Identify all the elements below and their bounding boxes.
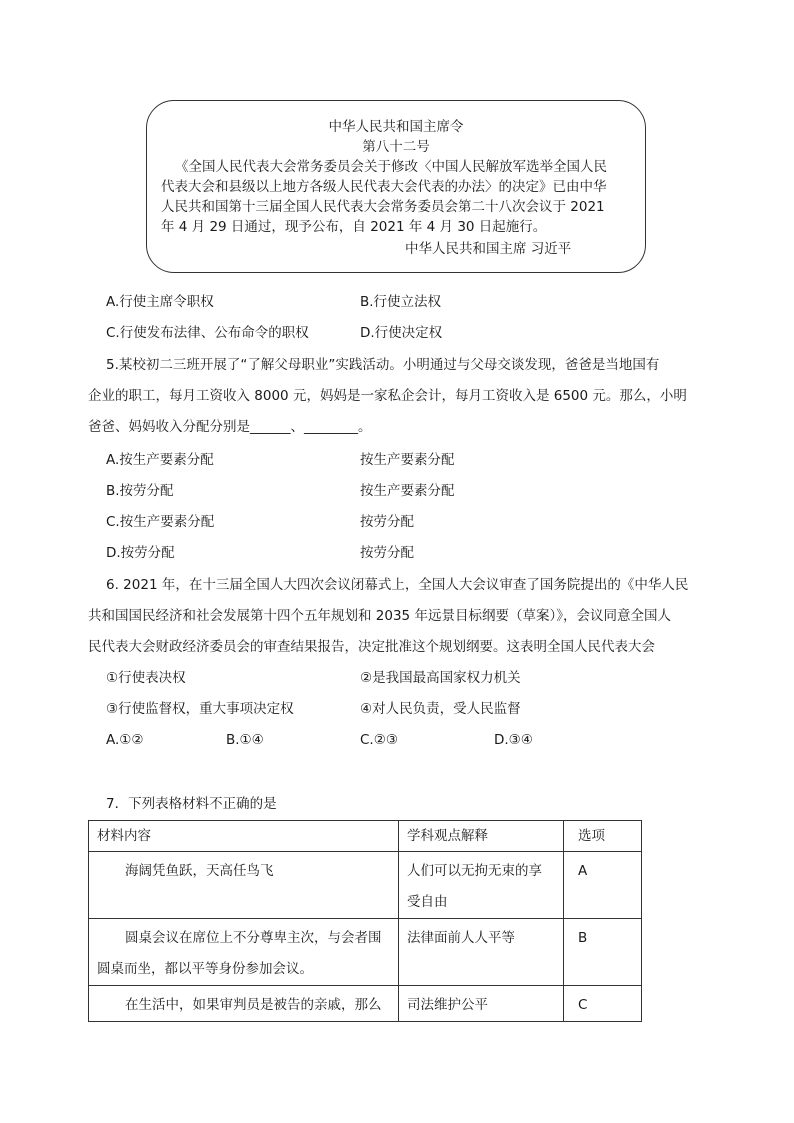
q5-option-c-left: C.按生产要素分配 — [106, 514, 215, 530]
row-material: 在生活中，如果审判员是被告的亲戚，那么 — [89, 986, 399, 1022]
table-row — [89, 919, 642, 986]
row-option: A — [564, 852, 642, 919]
q6-stem-line: 民代表大会财政经济委员会的审查结果报告，决定批准这个规划纲要。这表明全国人民代表大会 — [88, 639, 655, 655]
q4-option-b: B.行使立法权 — [360, 294, 442, 310]
q6-option-b: B.①④ — [226, 732, 264, 748]
decree-body-line: 人民共和国第十三届全国人民代表大会常务委员会第二十八次会议于 2021 — [161, 199, 605, 215]
decree-body-line: 《全国人民代表大会常务委员会关于修改〈中国人民解放军选举全国人民 — [175, 159, 607, 175]
table-header-row — [89, 821, 642, 852]
q5-option-c-right: 按劳分配 — [360, 514, 414, 530]
header-material: 材料内容 — [89, 821, 399, 852]
q4-option-c: C.行使发布法律、公布命令的职权 — [106, 325, 309, 341]
q6-statement-4: ④对人民负责，受人民监督 — [360, 701, 521, 717]
decree-number: 第八十二号 — [362, 139, 430, 155]
header-option: 选项 — [564, 821, 642, 852]
q6-statement-3: ③行使监督权，重大事项决定权 — [106, 701, 294, 717]
q7-table — [88, 820, 642, 1022]
table-row — [89, 986, 642, 1022]
q5-option-a-left: A.按生产要素分配 — [106, 452, 214, 468]
row-material: 圆桌会议在席位上不分尊卑主次，与会者围圆桌而坐，都以平等身份参加会议。 — [89, 919, 399, 986]
q5-stem-line: 企业的职工，每月工资收入 8000 元，妈妈是一家私企会计，每月工资收入是 6500 元。那么，小明 — [88, 388, 687, 404]
row-view: 人们可以无拘无束的享受自由 — [399, 852, 564, 919]
q6-option-d: D.③④ — [494, 732, 533, 748]
row-option: B — [564, 919, 642, 986]
q5-option-b-left: B.按劳分配 — [106, 483, 174, 499]
q6-statement-2: ②是我国最高国家权力机关 — [360, 670, 521, 686]
q4-option-d: D.行使决定权 — [360, 325, 443, 341]
q5-option-d-right: 按劳分配 — [360, 545, 414, 561]
q5-option-d-left: D.按劳分配 — [106, 545, 175, 561]
decree-box — [146, 100, 646, 273]
decree-signature: 中华人民共和国主席 习近平 — [405, 241, 572, 257]
q6-statement-1: ①行使表决权 — [106, 670, 186, 686]
q4-option-a: A.行使主席令职权 — [106, 294, 214, 310]
decree-title: 中华人民共和国主席令 — [328, 119, 464, 135]
row-option: C — [564, 986, 642, 1022]
q5-stem-line: 爸爸、妈妈收入分配分别是______、________。 — [88, 419, 372, 435]
q6-option-c: C.②③ — [360, 732, 398, 748]
q6-option-a: A.①② — [106, 732, 144, 748]
q5-option-b-right: 按生产要素分配 — [360, 483, 455, 499]
decree-body-line: 代表大会和县级以上地方各级人民代表大会代表的办法〉的决定》已由中华 — [161, 179, 607, 195]
q5-stem-line: 5.某校初二三班开展了“了解父母职业”实践活动。小明通过与父母交谈发现，爸爸是当地国有 — [106, 357, 660, 373]
q7-stem: 7．下列表格材料不正确的是 — [106, 796, 277, 812]
decree-body-line: 年 4 月 29 日通过，现予公布，自 2021 年 4 月 30 日起施行。 — [161, 219, 547, 235]
table-row — [89, 852, 642, 919]
row-material: 海阔凭鱼跃，天高任鸟飞 — [89, 852, 399, 919]
q6-stem-line: 6. 2021 年，在十三届全国人大四次会议闭幕式上，全国人大会议审查了国务院提出的《中华人民 — [106, 577, 689, 593]
row-view: 法律面前人人平等 — [399, 919, 564, 986]
q5-option-a-right: 按生产要素分配 — [360, 452, 455, 468]
row-view: 司法维护公平 — [399, 986, 564, 1022]
q6-stem-line: 共和国国民经济和社会发展第十四个五年规划和 2035 年远景目标纲要（草案）》，会议同意全国人 — [88, 608, 671, 624]
header-view: 学科观点解释 — [399, 821, 564, 852]
